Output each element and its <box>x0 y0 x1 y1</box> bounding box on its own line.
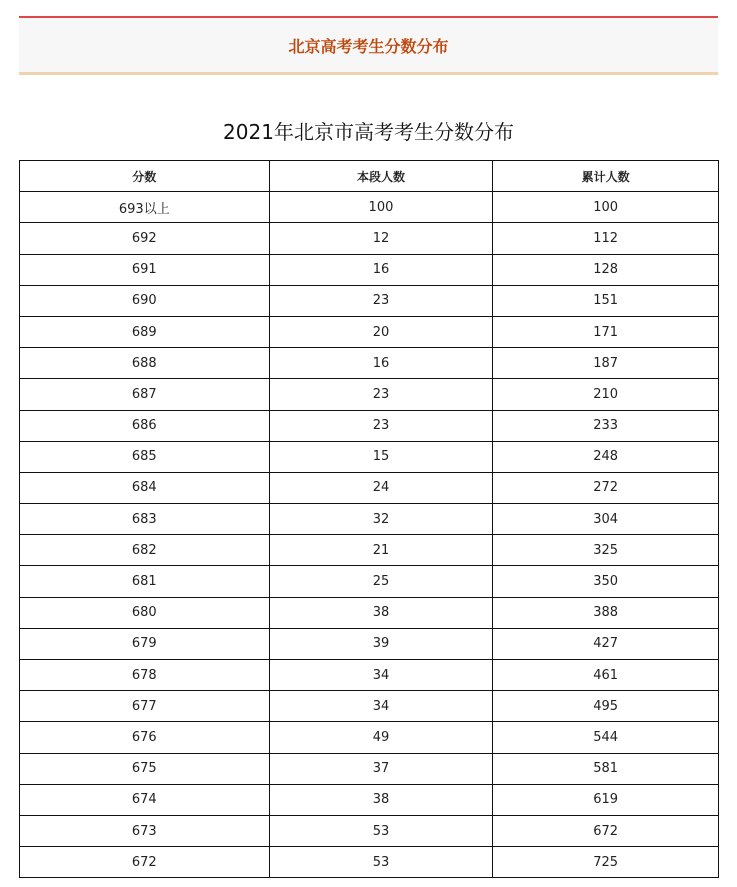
cumulative-count-cell: 151 <box>493 285 719 316</box>
segment-count-cell: 24 <box>269 472 493 503</box>
segment-count-cell: 53 <box>269 815 493 846</box>
segment-count-cell: 12 <box>269 223 493 254</box>
table-row <box>20 348 719 379</box>
score-cell: 690 <box>20 285 270 316</box>
table-row <box>20 441 719 472</box>
score-cell: 689 <box>20 316 270 347</box>
segment-count-cell: 23 <box>269 379 493 410</box>
header-segment-count: 本段人数 <box>269 161 493 192</box>
table-row <box>20 847 719 878</box>
table-row <box>20 597 719 628</box>
table-header-row <box>20 161 719 192</box>
cumulative-count-cell: 248 <box>493 441 719 472</box>
score-cell: 681 <box>20 566 270 597</box>
cumulative-count-cell: 725 <box>493 847 719 878</box>
score-cell: 687 <box>20 379 270 410</box>
segment-count-cell: 16 <box>269 348 493 379</box>
table-title: 2021年北京市高考考生分数分布 <box>223 120 514 144</box>
cumulative-count-cell: 495 <box>493 691 719 722</box>
segment-count-cell: 49 <box>269 722 493 753</box>
table-row <box>20 223 719 254</box>
cumulative-count-cell: 325 <box>493 535 719 566</box>
table-row <box>20 753 719 784</box>
table-row <box>20 628 719 659</box>
table-row <box>20 254 719 285</box>
cumulative-count-cell: 272 <box>493 472 719 503</box>
header-score: 分数 <box>20 161 270 192</box>
cumulative-count-cell: 171 <box>493 316 719 347</box>
table-row <box>20 285 719 316</box>
score-cell: 685 <box>20 441 270 472</box>
score-cell: 676 <box>20 722 270 753</box>
score-cell: 691 <box>20 254 270 285</box>
segment-count-cell: 15 <box>269 441 493 472</box>
cumulative-count-cell: 112 <box>493 223 719 254</box>
segment-count-cell: 38 <box>269 784 493 815</box>
score-cell: 683 <box>20 504 270 535</box>
segment-count-cell: 39 <box>269 628 493 659</box>
table-row <box>20 379 719 410</box>
score-cell: 680 <box>20 597 270 628</box>
table-row <box>20 535 719 566</box>
segment-count-cell: 37 <box>269 753 493 784</box>
cumulative-count-cell: 350 <box>493 566 719 597</box>
cumulative-count-cell: 461 <box>493 660 719 691</box>
page-banner <box>19 16 718 75</box>
cumulative-count-cell: 128 <box>493 254 719 285</box>
cumulative-count-cell: 304 <box>493 504 719 535</box>
table-row <box>20 784 719 815</box>
segment-count-cell: 23 <box>269 410 493 441</box>
cumulative-count-cell: 210 <box>493 379 719 410</box>
table-row <box>20 410 719 441</box>
cumulative-count-cell: 100 <box>493 192 719 223</box>
table-row <box>20 316 719 347</box>
cumulative-count-cell: 233 <box>493 410 719 441</box>
score-cell: 682 <box>20 535 270 566</box>
cumulative-count-cell: 187 <box>493 348 719 379</box>
score-cell: 692 <box>20 223 270 254</box>
score-cell: 679 <box>20 628 270 659</box>
table-row <box>20 192 719 223</box>
segment-count-cell: 38 <box>269 597 493 628</box>
cumulative-count-cell: 544 <box>493 722 719 753</box>
score-cell: 688 <box>20 348 270 379</box>
segment-count-cell: 100 <box>269 192 493 223</box>
cumulative-count-cell: 388 <box>493 597 719 628</box>
score-cell: 674 <box>20 784 270 815</box>
segment-count-cell: 16 <box>269 254 493 285</box>
segment-count-cell: 25 <box>269 566 493 597</box>
score-cell: 673 <box>20 815 270 846</box>
score-cell: 686 <box>20 410 270 441</box>
score-cell: 677 <box>20 691 270 722</box>
segment-count-cell: 32 <box>269 504 493 535</box>
segment-count-cell: 53 <box>269 847 493 878</box>
score-cell: 672 <box>20 847 270 878</box>
table-row <box>20 691 719 722</box>
score-cell: 693以上 <box>20 192 270 223</box>
banner-title: 北京高考考生分数分布 <box>288 36 449 56</box>
segment-count-cell: 21 <box>269 535 493 566</box>
score-cell: 675 <box>20 753 270 784</box>
cumulative-count-cell: 672 <box>493 815 719 846</box>
score-distribution-table <box>19 160 719 878</box>
table-row <box>20 472 719 503</box>
cumulative-count-cell: 581 <box>493 753 719 784</box>
table-row <box>20 566 719 597</box>
score-cell: 684 <box>20 472 270 503</box>
table-row <box>20 815 719 846</box>
segment-count-cell: 23 <box>269 285 493 316</box>
cumulative-count-cell: 427 <box>493 628 719 659</box>
table-row <box>20 722 719 753</box>
table-row <box>20 504 719 535</box>
score-cell: 678 <box>20 660 270 691</box>
table-row <box>20 660 719 691</box>
segment-count-cell: 34 <box>269 660 493 691</box>
cumulative-count-cell: 619 <box>493 784 719 815</box>
segment-count-cell: 34 <box>269 691 493 722</box>
header-cumulative-count: 累计人数 <box>493 161 719 192</box>
segment-count-cell: 20 <box>269 316 493 347</box>
